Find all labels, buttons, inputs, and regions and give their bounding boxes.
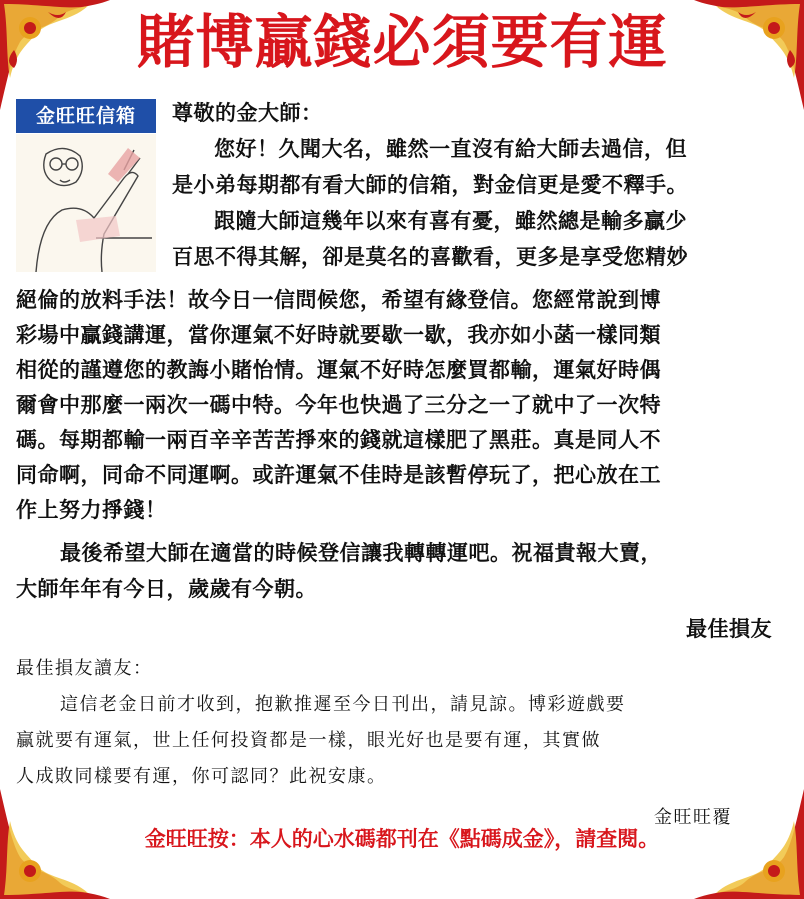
- reply-salutation: 最佳損友讀友：: [16, 658, 153, 679]
- letter-line: 跟隨大師這幾年以來有喜有憂，雖然總是輸多贏少: [214, 208, 687, 233]
- letter-line: 最後希望大師在適當的時候登信讓我轉轉運吧。祝福貴報大賣，: [60, 540, 662, 565]
- letter-line: 爾會中那麼一兩次一碼中特。今年也快過了三分之一了就中了一次特: [16, 392, 661, 417]
- reply-line: 贏就要有運氣，世上任何投資都是一樣，眼光好也是要有運，其實做: [16, 730, 601, 751]
- letter-line: 相從的謹遵您的教誨小賭怡情。運氣不好時怎麼買都輸，運氣好時偶: [16, 357, 661, 382]
- column-badge: 金旺旺信箱: [16, 99, 156, 133]
- letter-line: 作上努力掙錢！: [16, 497, 167, 522]
- reply-line: 這信老金日前才收到，抱歉推遲至今日刊出，請見諒。博彩遊戲要: [60, 694, 626, 715]
- reply-signature: 金旺旺覆: [654, 807, 732, 828]
- letter-line: 您好！久聞大名，雖然一直沒有給大師去過信，但: [214, 136, 687, 161]
- columnist-sketch-icon: [16, 134, 156, 272]
- page-title: 賭博贏錢必須要有運: [136, 8, 668, 76]
- letter-line: 是小弟每期都有看大師的信箱，對金信更是愛不釋手。: [172, 172, 688, 197]
- footer-note: 金旺旺按：本人的心水碼都刊在《點碼成金》，請查閱。: [144, 826, 660, 851]
- letter-line: 大師年年有今日，歲歲有今朝。: [16, 576, 317, 601]
- reply-line: 人成敗同樣要有運，你可認同？此祝安康。: [16, 766, 387, 787]
- letter-line: 絕倫的放料手法！故今日一信問候您，希望有緣登信。您經常說到博: [16, 287, 661, 312]
- letter-line: 百思不得其解，卻是莫名的喜歡看，更多是享受您精妙: [172, 244, 688, 269]
- letter-line: 碼。每期都輸一兩百辛辛苦苦掙來的錢就這樣肥了黑莊。真是同人不: [16, 427, 661, 452]
- letter-signature: 最佳損友: [686, 616, 772, 641]
- letter-line: 彩場中贏錢講運，當你運氣不好時就要歇一歇，我亦如小菡一樣同類: [16, 322, 661, 347]
- letter-line: 同命啊，同命不同運啊。或許運氣不佳時是該暫停玩了，把心放在工: [16, 462, 661, 487]
- letter-salutation: 尊敬的金大師：: [172, 100, 323, 125]
